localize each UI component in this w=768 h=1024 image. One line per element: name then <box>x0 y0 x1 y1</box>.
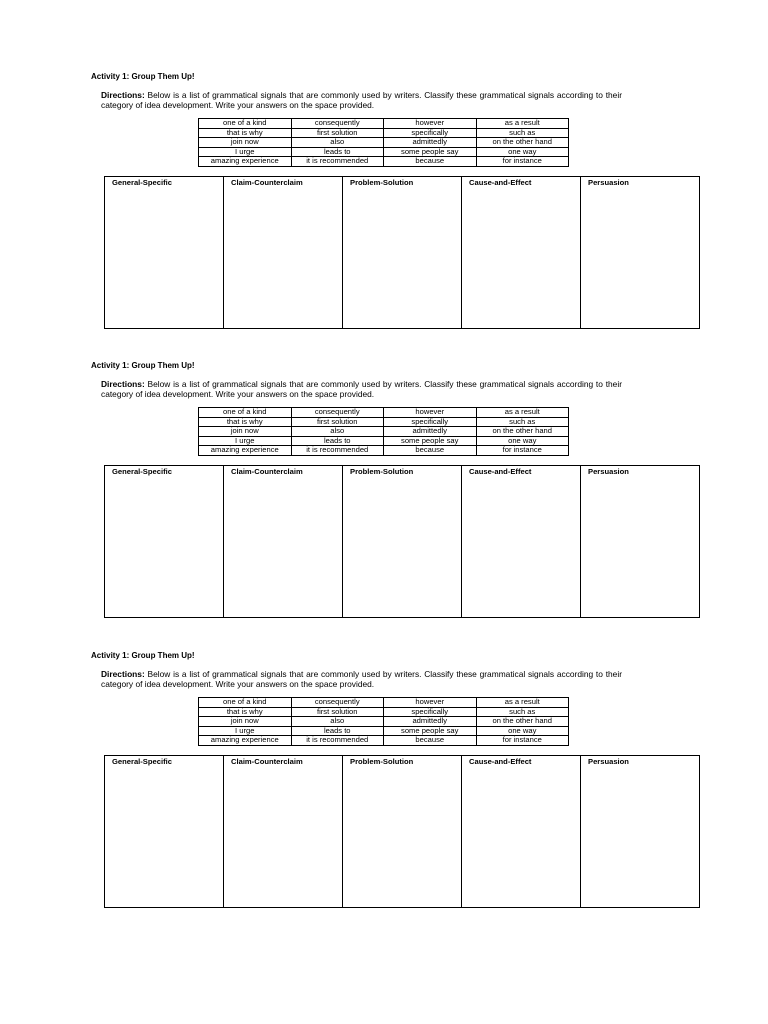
signal-cell: first solution <box>291 128 384 138</box>
signal-cell: join now <box>199 138 292 148</box>
activity-title: Activity 1: Group Them Up! <box>91 361 195 370</box>
table-row <box>199 717 569 727</box>
table-row <box>199 408 569 418</box>
activity-section-3 <box>0 651 768 911</box>
activity-section-1 <box>0 72 768 332</box>
signal-cell: consequently <box>291 119 384 129</box>
directions-label: Directions: <box>101 90 145 100</box>
activity-title: Activity 1: Group Them Up! <box>91 72 195 81</box>
signal-cell: one of a kind <box>199 408 292 418</box>
answer-table <box>104 465 700 618</box>
signal-cell: for instance <box>476 157 569 167</box>
directions <box>101 669 622 689</box>
activity-title: Activity 1: Group Them Up! <box>91 651 195 660</box>
signal-cell: consequently <box>291 408 384 418</box>
signal-cell: also <box>291 427 384 437</box>
signal-cell: first solution <box>291 707 384 717</box>
signal-cell: consequently <box>291 698 384 708</box>
signal-cell: for instance <box>476 446 569 456</box>
answer-column-general-specific[interactable]: General-Specific <box>105 756 224 908</box>
signal-cell: one way <box>476 726 569 736</box>
signal-cell: because <box>384 446 477 456</box>
signal-cell: some people say <box>384 436 477 446</box>
answer-table <box>104 755 700 908</box>
signal-cell: amazing experience <box>199 736 292 746</box>
signal-cell: first solution <box>291 417 384 427</box>
signal-cell: that is why <box>199 707 292 717</box>
table-row <box>199 417 569 427</box>
signal-cell: however <box>384 119 477 129</box>
signal-cell: I urge <box>199 436 292 446</box>
signal-cell: that is why <box>199 128 292 138</box>
signal-cell: such as <box>476 417 569 427</box>
signal-cell: leads to <box>291 726 384 736</box>
signals-table <box>198 697 569 746</box>
directions <box>101 379 622 399</box>
answer-column-claim-counterclaim[interactable]: Claim-Counterclaim <box>224 466 343 618</box>
signal-cell: on the other hand <box>476 717 569 727</box>
signal-cell: for instance <box>476 736 569 746</box>
signal-cell: however <box>384 408 477 418</box>
signal-cell: it is recommended <box>291 736 384 746</box>
answer-column-persuasion[interactable]: Persuasion <box>581 466 700 618</box>
answer-column-cause-and-effect[interactable]: Cause-and-Effect <box>462 466 581 618</box>
signals-table <box>198 407 569 456</box>
answer-column-persuasion[interactable]: Persuasion <box>581 177 700 329</box>
signal-cell: admittedly <box>384 138 477 148</box>
answer-column-general-specific[interactable]: General-Specific <box>105 466 224 618</box>
signal-cell: that is why <box>199 417 292 427</box>
table-row <box>199 707 569 717</box>
signal-cell: join now <box>199 717 292 727</box>
answer-row <box>105 466 700 618</box>
signal-cell: however <box>384 698 477 708</box>
table-row <box>199 427 569 437</box>
signal-cell: it is recommended <box>291 446 384 456</box>
signal-cell: some people say <box>384 726 477 736</box>
signal-cell: as a result <box>476 698 569 708</box>
answer-column-cause-and-effect[interactable]: Cause-and-Effect <box>462 177 581 329</box>
table-row <box>199 436 569 446</box>
signal-cell: specifically <box>384 417 477 427</box>
activity-section-2 <box>0 361 768 621</box>
signal-cell: such as <box>476 128 569 138</box>
answer-column-problem-solution[interactable]: Problem-Solution <box>343 466 462 618</box>
signal-cell: also <box>291 138 384 148</box>
signal-cell: leads to <box>291 436 384 446</box>
signal-cell: specifically <box>384 128 477 138</box>
signal-cell: one of a kind <box>199 119 292 129</box>
signal-cell: also <box>291 717 384 727</box>
directions-text: Below is a list of grammatical signals that are commonly used by writers. Classify these grammatical signals according to their category of idea development. Write your answers on the space provided. <box>101 379 622 399</box>
signal-cell: specifically <box>384 707 477 717</box>
answer-table <box>104 176 700 329</box>
signal-cell: one way <box>476 147 569 157</box>
answer-column-problem-solution[interactable]: Problem-Solution <box>343 177 462 329</box>
answer-column-claim-counterclaim[interactable]: Claim-Counterclaim <box>224 177 343 329</box>
signal-cell: admittedly <box>384 717 477 727</box>
directions <box>101 90 622 110</box>
answer-column-claim-counterclaim[interactable]: Claim-Counterclaim <box>224 756 343 908</box>
signal-cell: because <box>384 736 477 746</box>
signal-cell: amazing experience <box>199 157 292 167</box>
directions-label: Directions: <box>101 669 145 679</box>
answer-column-problem-solution[interactable]: Problem-Solution <box>343 756 462 908</box>
table-row <box>199 157 569 167</box>
table-row <box>199 726 569 736</box>
signal-cell: I urge <box>199 726 292 736</box>
signal-cell: such as <box>476 707 569 717</box>
signal-cell: one way <box>476 436 569 446</box>
answer-column-persuasion[interactable]: Persuasion <box>581 756 700 908</box>
signal-cell: leads to <box>291 147 384 157</box>
answer-column-general-specific[interactable]: General-Specific <box>105 177 224 329</box>
answer-column-cause-and-effect[interactable]: Cause-and-Effect <box>462 756 581 908</box>
table-row <box>199 147 569 157</box>
signal-cell: on the other hand <box>476 427 569 437</box>
answer-row <box>105 756 700 908</box>
signal-cell: as a result <box>476 119 569 129</box>
signal-cell: one of a kind <box>199 698 292 708</box>
signal-cell: I urge <box>199 147 292 157</box>
table-row <box>199 128 569 138</box>
directions-text: Below is a list of grammatical signals that are commonly used by writers. Classify these grammatical signals according to their category of idea development. Write your answers on the space provided. <box>101 669 622 689</box>
table-row <box>199 698 569 708</box>
table-row <box>199 446 569 456</box>
directions-label: Directions: <box>101 379 145 389</box>
table-row <box>199 736 569 746</box>
directions-text: Below is a list of grammatical signals that are commonly used by writers. Classify these grammatical signals according to their category of idea development. Write your answers on the space provided. <box>101 90 622 110</box>
table-row <box>199 138 569 148</box>
signal-cell: on the other hand <box>476 138 569 148</box>
signal-cell: because <box>384 157 477 167</box>
answer-row <box>105 177 700 329</box>
signal-cell: as a result <box>476 408 569 418</box>
signal-cell: it is recommended <box>291 157 384 167</box>
signal-cell: join now <box>199 427 292 437</box>
signals-table <box>198 118 569 167</box>
signal-cell: some people say <box>384 147 477 157</box>
signal-cell: admittedly <box>384 427 477 437</box>
table-row <box>199 119 569 129</box>
signal-cell: amazing experience <box>199 446 292 456</box>
